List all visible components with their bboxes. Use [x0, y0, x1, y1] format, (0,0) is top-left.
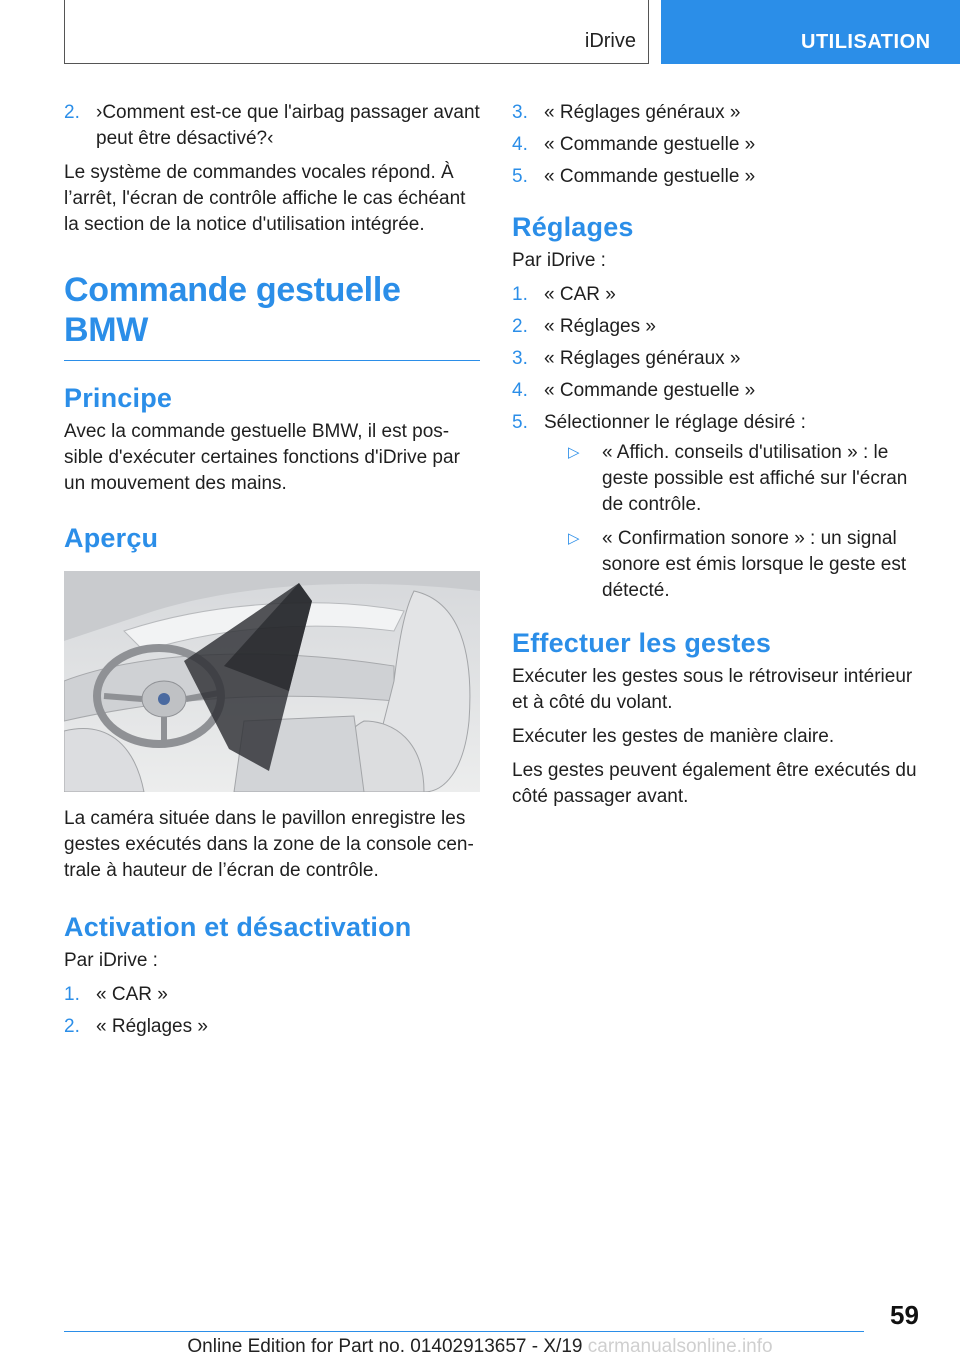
intro-paragraph: Le système de commandes vocales répond. À l’arrêt, l'écran de contrôle affiche le cas échéant la section de la notice d'utilisation intégrée.: [64, 162, 466, 235]
header-section-title: iDrive: [584, 30, 636, 52]
reglages-heading: Réglages: [512, 212, 634, 242]
list-text: « Réglages généraux »: [544, 102, 741, 123]
list-number: 2.: [512, 316, 528, 337]
list-text: « Réglages »: [96, 1016, 208, 1037]
principe-paragraph: Avec la commande gestuelle BMW, il est possible d'exécuter certaines fonctions d'iDrive par un mouvement des mains.: [64, 421, 460, 494]
list-item: [512, 346, 932, 372]
gestes-paragraph: Exécuter les gestes sous le rétroviseur intérieur et à côté du volant.: [512, 666, 913, 713]
list-text: « Commande gestuelle »: [544, 166, 756, 187]
apercu-heading: Aperçu: [64, 523, 159, 553]
gestes-paragraph: Exécuter les gestes de manière claire.: [512, 726, 835, 747]
header-section-box: [64, 0, 649, 64]
list-number: 3.: [512, 348, 528, 369]
list-item: [512, 314, 932, 340]
right-column: [512, 100, 932, 818]
list-number: 4.: [512, 380, 528, 401]
triangle-bullet-icon: ▷: [568, 530, 580, 547]
page-number: 59: [890, 1300, 919, 1330]
list-text: « Réglages généraux »: [544, 348, 741, 369]
list-number: 1.: [64, 984, 80, 1005]
header-chapter-title: UTILISATION: [801, 31, 931, 53]
list-item: [512, 282, 932, 308]
activation-intro: Par iDrive :: [64, 950, 158, 971]
list-item: [512, 100, 932, 126]
list-text: « Commande gestuelle »: [544, 134, 756, 155]
list-item: [512, 378, 932, 404]
list-text: « CAR »: [96, 984, 168, 1005]
footer-edition: [0, 1336, 960, 1358]
reglages-steps: [512, 282, 932, 604]
option-text: « Affich. conseils d'utilisation » : le geste possible est affiché sur l'écran de contrôle.: [602, 442, 908, 515]
list-number: 5.: [512, 412, 528, 433]
list-item: [64, 982, 480, 1008]
left-column: [64, 100, 480, 1048]
edition-text: Online Edition for Part no. 01402913657 - X/19: [187, 1336, 583, 1357]
principe-heading: Principe: [64, 383, 173, 413]
list-number: 2.: [64, 102, 80, 123]
list-number: 5.: [512, 166, 528, 187]
figure-caption: La caméra située dans le pavillon enregistre les gestes exécutés dans la zone de la console centrale à hauteur de l’écran de contrôle.: [64, 808, 474, 881]
list-text: ›Comment est-ce que l'airbag passager avant peut être désactivé?‹: [96, 102, 480, 149]
triangle-bullet-icon: ▷: [568, 444, 580, 461]
list-item: [512, 164, 932, 190]
gestes-paragraph: Les gestes peuvent également être exécutés du côté passager avant.: [512, 760, 917, 807]
reglages-options: [568, 440, 932, 604]
page-title: Commande gestuelle BMW: [64, 270, 480, 361]
list-item: [512, 132, 932, 158]
activation-heading: Activation et désactivation: [64, 912, 412, 942]
gestes-heading: Effectuer les gestes: [512, 628, 772, 658]
list-item: [512, 410, 932, 604]
watermark-text: carmanualsonline.info: [587, 1336, 773, 1357]
activation-steps: [64, 982, 480, 1040]
list-text: « CAR »: [544, 284, 616, 305]
list-text: Sélectionner le réglage désiré :: [544, 412, 806, 433]
car-interior-illustration: [64, 571, 480, 792]
car-interior-drawing: [64, 571, 480, 792]
reglages-intro: Par iDrive :: [512, 250, 606, 271]
header-chapter-box: [661, 0, 960, 64]
list-number: 1.: [512, 284, 528, 305]
list-number: 2.: [64, 1016, 80, 1037]
list-item: [64, 100, 480, 152]
list-item: [64, 1014, 480, 1040]
option-item: [568, 526, 932, 604]
intro-list: [64, 100, 480, 152]
continued-steps: [512, 100, 932, 190]
option-text: « Confirmation sonore » : un signal sonore est émis lorsque le geste est détecté.: [602, 528, 907, 601]
list-text: « Commande gestuelle »: [544, 380, 756, 401]
list-text: « Réglages »: [544, 316, 656, 337]
option-item: [568, 440, 932, 518]
list-number: 4.: [512, 134, 528, 155]
list-number: 3.: [512, 102, 528, 123]
footer-divider: [64, 1331, 864, 1332]
